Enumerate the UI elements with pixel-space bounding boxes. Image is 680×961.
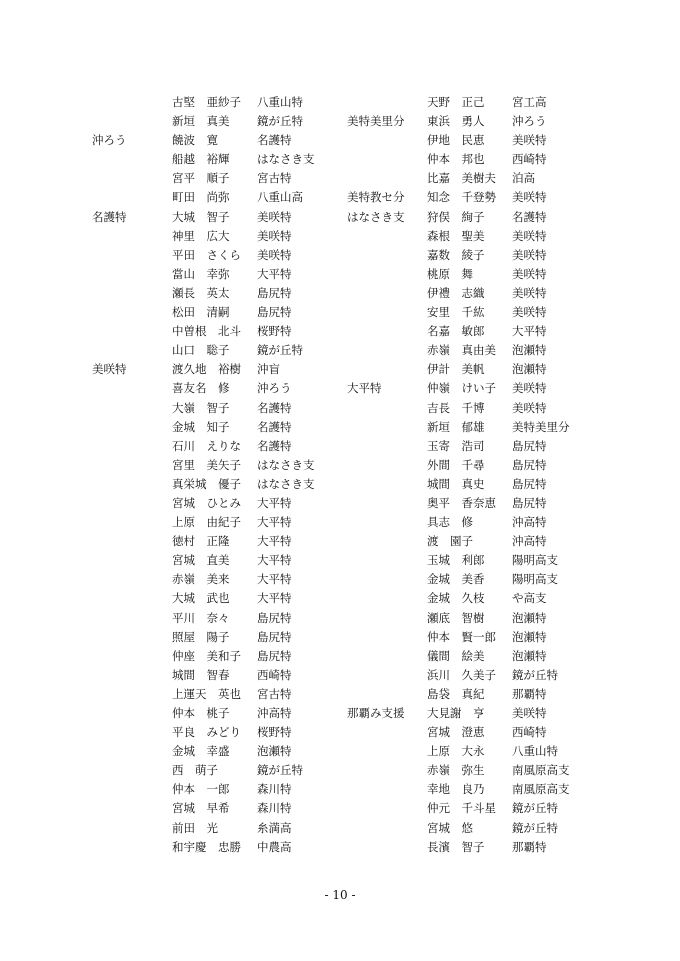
school-name: 桜野特	[257, 725, 292, 740]
staff-name: 名嘉 敏郎	[427, 324, 485, 339]
staff-name: 金城 幸盛	[172, 744, 230, 759]
staff-name: 仲本 一郎	[172, 782, 230, 797]
school-name: 大平特	[257, 591, 292, 606]
staff-name: 伊禮 志織	[427, 285, 485, 300]
school-name: 鏡が丘特	[512, 667, 558, 682]
staff-name: 奥平 香奈恵	[427, 495, 496, 510]
school-name: 美咲特	[512, 285, 547, 300]
staff-name: 赤嶺 弥生	[427, 763, 485, 778]
staff-name: 儀間 絵美	[427, 648, 485, 663]
staff-name: 喜友名 修	[172, 381, 230, 396]
school-name: 鏡が丘特	[257, 114, 303, 129]
school-name: 泡瀬特	[257, 744, 292, 759]
staff-name: 仲本 桃子	[172, 706, 230, 720]
school-name: 名護特	[257, 419, 292, 434]
staff-name: 瀬長 英太	[172, 285, 230, 300]
staff-name: 玉城 利郎	[427, 553, 485, 568]
school-name: 名護特	[512, 209, 547, 224]
school-name: 美咲特	[512, 190, 547, 205]
staff-name: 宮城 ひとみ	[172, 495, 241, 510]
staff-name: 仲座 美和子	[172, 648, 241, 663]
staff-name: 古堅 亜紗子	[172, 95, 241, 109]
school-name: や高支	[512, 591, 547, 606]
staff-name: 徳村 正隆	[172, 534, 230, 549]
staff-name: 船越 裕輝	[172, 152, 230, 167]
staff-name: 上原 由紀子	[172, 515, 241, 530]
school-name: 西崎特	[512, 152, 547, 167]
school-name: 泡瀬特	[512, 648, 547, 663]
staff-name: 平田 さくら	[172, 247, 241, 262]
school-name: 沖ろう	[257, 381, 292, 396]
school-name: 泊高	[512, 171, 535, 186]
staff-name: 金城 知子	[172, 419, 230, 434]
staff-name: 西 萌子	[172, 763, 218, 778]
staff-name: 東浜 勇人	[427, 114, 485, 129]
staff-name: 具志 修	[427, 515, 473, 530]
school-name: 八重山特	[257, 95, 303, 109]
school-name: 美咲特	[512, 133, 547, 148]
school-name: 美咲特	[512, 400, 547, 415]
school-name: 西崎特	[512, 725, 547, 740]
school-name: 中農高	[257, 839, 292, 854]
staff-name: 宮城 直美	[172, 553, 230, 568]
school-name: 陽明高支	[512, 553, 558, 568]
school-name: 陽明高支	[512, 572, 558, 587]
school-name: 美咲特	[512, 228, 547, 243]
group-label: 美特美里分	[347, 114, 405, 129]
school-name: 名護特	[257, 438, 292, 453]
staff-name: 真栄城 優子	[172, 476, 241, 491]
school-name: 美咲特	[512, 266, 547, 281]
school-name: 西崎特	[257, 667, 292, 682]
staff-name: 照屋 陽子	[172, 629, 230, 644]
staff-name: 幸地 良乃	[427, 782, 485, 797]
staff-name: 大城 武也	[172, 591, 230, 606]
staff-name: 渡久地 裕樹	[172, 362, 241, 377]
staff-name: 玉寄 浩司	[427, 438, 485, 453]
group-label: 沖ろう	[92, 133, 127, 148]
staff-name: 浜川 久美子	[427, 667, 496, 682]
staff-name: 大見謝 亨	[427, 706, 485, 720]
staff-name: 和宇慶 忠勝	[172, 839, 241, 854]
school-name: 鏡が丘特	[257, 763, 303, 778]
staff-name: 新垣 真美	[172, 114, 230, 129]
school-name: 島尻特	[257, 285, 292, 300]
school-name: 大平特	[257, 266, 292, 281]
school-name: 桜野特	[257, 324, 292, 339]
staff-name: 瀬底 智樹	[427, 610, 485, 625]
group-label: 大平特	[347, 381, 382, 396]
staff-name: 平川 奈々	[172, 610, 230, 625]
group-label: 美特教セ分	[347, 190, 405, 205]
staff-name: 仲本 賢一郎	[427, 629, 496, 644]
staff-name: 森根 聖美	[427, 228, 485, 243]
staff-name: 宮城 早希	[172, 801, 230, 816]
group-label: 美咲特	[92, 362, 127, 377]
school-name: 大平特	[257, 553, 292, 568]
group-label: はなさき支	[347, 209, 405, 224]
school-name: 泡瀬特	[512, 343, 547, 358]
staff-name: 宮平 順子	[172, 171, 230, 186]
school-name: はなさき支	[257, 457, 315, 472]
school-name: 八重山特	[512, 744, 558, 759]
school-name: 宮古特	[257, 171, 292, 186]
school-name: 宮古特	[257, 686, 292, 701]
staff-name: 町田 尚弥	[172, 190, 230, 205]
staff-name: 狩俣 絢子	[427, 209, 485, 224]
school-name: 島尻特	[512, 438, 547, 453]
staff-name: 赤嶺 美来	[172, 572, 230, 587]
staff-name: 城間 智春	[172, 667, 230, 682]
school-name: 森川特	[257, 801, 292, 816]
staff-name: 宮城 澄恵	[427, 725, 485, 740]
school-name: 島尻特	[512, 476, 547, 491]
school-name: 鏡が丘特	[512, 820, 558, 835]
school-name: 大平特	[257, 534, 292, 549]
staff-name: 安里 千紘	[427, 305, 485, 320]
school-name: 大平特	[257, 495, 292, 510]
staff-name: 饒波 寛	[172, 133, 218, 148]
school-name: 宮工高	[512, 95, 547, 109]
school-name: はなさき支	[257, 152, 315, 167]
staff-name: 嘉数 綾子	[427, 247, 485, 262]
school-name: 泡瀬特	[512, 362, 547, 377]
staff-name: 新垣 郁雄	[427, 419, 485, 434]
school-name: 島尻特	[257, 629, 292, 644]
school-name: 美咲特	[257, 209, 292, 224]
staff-name: 大城 智子	[172, 209, 230, 224]
group-label: 名護特	[92, 209, 127, 224]
school-name: 美咲特	[512, 381, 547, 396]
school-name: 八重山高	[257, 190, 303, 205]
staff-name: 大嶺 智子	[172, 400, 230, 415]
staff-name: 外間 千尋	[427, 457, 485, 472]
staff-name: 長濱 智子	[427, 839, 485, 854]
school-name: 泡瀬特	[512, 610, 547, 625]
staff-name: 仲元 千斗星	[427, 801, 496, 816]
staff-name: 神里 広大	[172, 228, 230, 243]
school-name: 島尻特	[257, 305, 292, 320]
school-name: 大平特	[257, 572, 292, 587]
staff-name: 前田 光	[172, 820, 218, 835]
staff-name: 當山 幸弥	[172, 266, 230, 281]
staff-name: 平良 みどり	[172, 725, 241, 740]
school-name: 鏡が丘特	[257, 343, 303, 358]
staff-name: 伊地 民恵	[427, 133, 485, 148]
staff-name: 知念 千登勢	[427, 190, 496, 205]
school-name: 名護特	[257, 133, 292, 148]
staff-name: 松田 清嗣	[172, 305, 230, 320]
school-name: 鏡が丘特	[512, 801, 558, 816]
school-name: 糸満高	[257, 820, 292, 835]
school-name: 沖ろう	[512, 114, 547, 129]
school-name: 美咲特	[257, 228, 292, 243]
school-name: 大平特	[512, 324, 547, 339]
staff-name: 宮城 悠	[427, 820, 473, 835]
school-name: 那覇特	[512, 839, 547, 854]
staff-name: 仲嶺 けい子	[427, 381, 496, 396]
school-name: 沖高特	[512, 515, 547, 530]
school-name: 沖盲	[257, 362, 280, 377]
school-name: 美咲特	[257, 247, 292, 262]
school-name: 島尻特	[512, 495, 547, 510]
school-name: 美咲特	[512, 305, 547, 320]
school-name: 沖高特	[257, 706, 292, 720]
school-name: 島尻特	[512, 457, 547, 472]
page-number: - 10 -	[324, 888, 356, 902]
school-name: 大平特	[257, 515, 292, 530]
school-name: 南風原高支	[512, 782, 570, 797]
staff-name: 渡 園子	[427, 534, 473, 549]
school-name: 森川特	[257, 782, 292, 797]
school-name: 美特美里分	[512, 419, 570, 434]
school-name: はなさき支	[257, 476, 315, 491]
staff-name: 伊計 美帆	[427, 362, 485, 377]
school-name: 島尻特	[257, 648, 292, 663]
group-label: 那覇み支援	[347, 706, 405, 720]
school-name: 美咲特	[512, 247, 547, 262]
staff-name: 城間 真史	[427, 476, 485, 491]
staff-name: 中曽根 北斗	[172, 324, 241, 339]
staff-name: 赤嶺 真由美	[427, 343, 496, 358]
staff-name: 山口 聡子	[172, 343, 230, 358]
staff-name: 島袋 真紀	[427, 686, 485, 701]
staff-name: 上運天 英也	[172, 686, 241, 701]
school-name: 美咲特	[512, 706, 547, 720]
staff-name: 金城 久枝	[427, 591, 485, 606]
staff-name: 上原 大永	[427, 744, 485, 759]
staff-name: 天野 正己	[427, 95, 485, 109]
school-name: 那覇特	[512, 686, 547, 701]
staff-name: 吉長 千博	[427, 400, 485, 415]
staff-name: 宮里 美矢子	[172, 457, 241, 472]
staff-name: 仲本 邦也	[427, 152, 485, 167]
school-name: 名護特	[257, 400, 292, 415]
staff-name: 比嘉 美樹夫	[427, 171, 496, 186]
staff-name: 石川 えりな	[172, 438, 241, 453]
school-name: 南風原高支	[512, 763, 570, 778]
school-name: 泡瀬特	[512, 629, 547, 644]
staff-name: 桃原 舞	[427, 266, 473, 281]
staff-name: 金城 美香	[427, 572, 485, 587]
school-name: 島尻特	[257, 610, 292, 625]
school-name: 沖高特	[512, 534, 547, 549]
